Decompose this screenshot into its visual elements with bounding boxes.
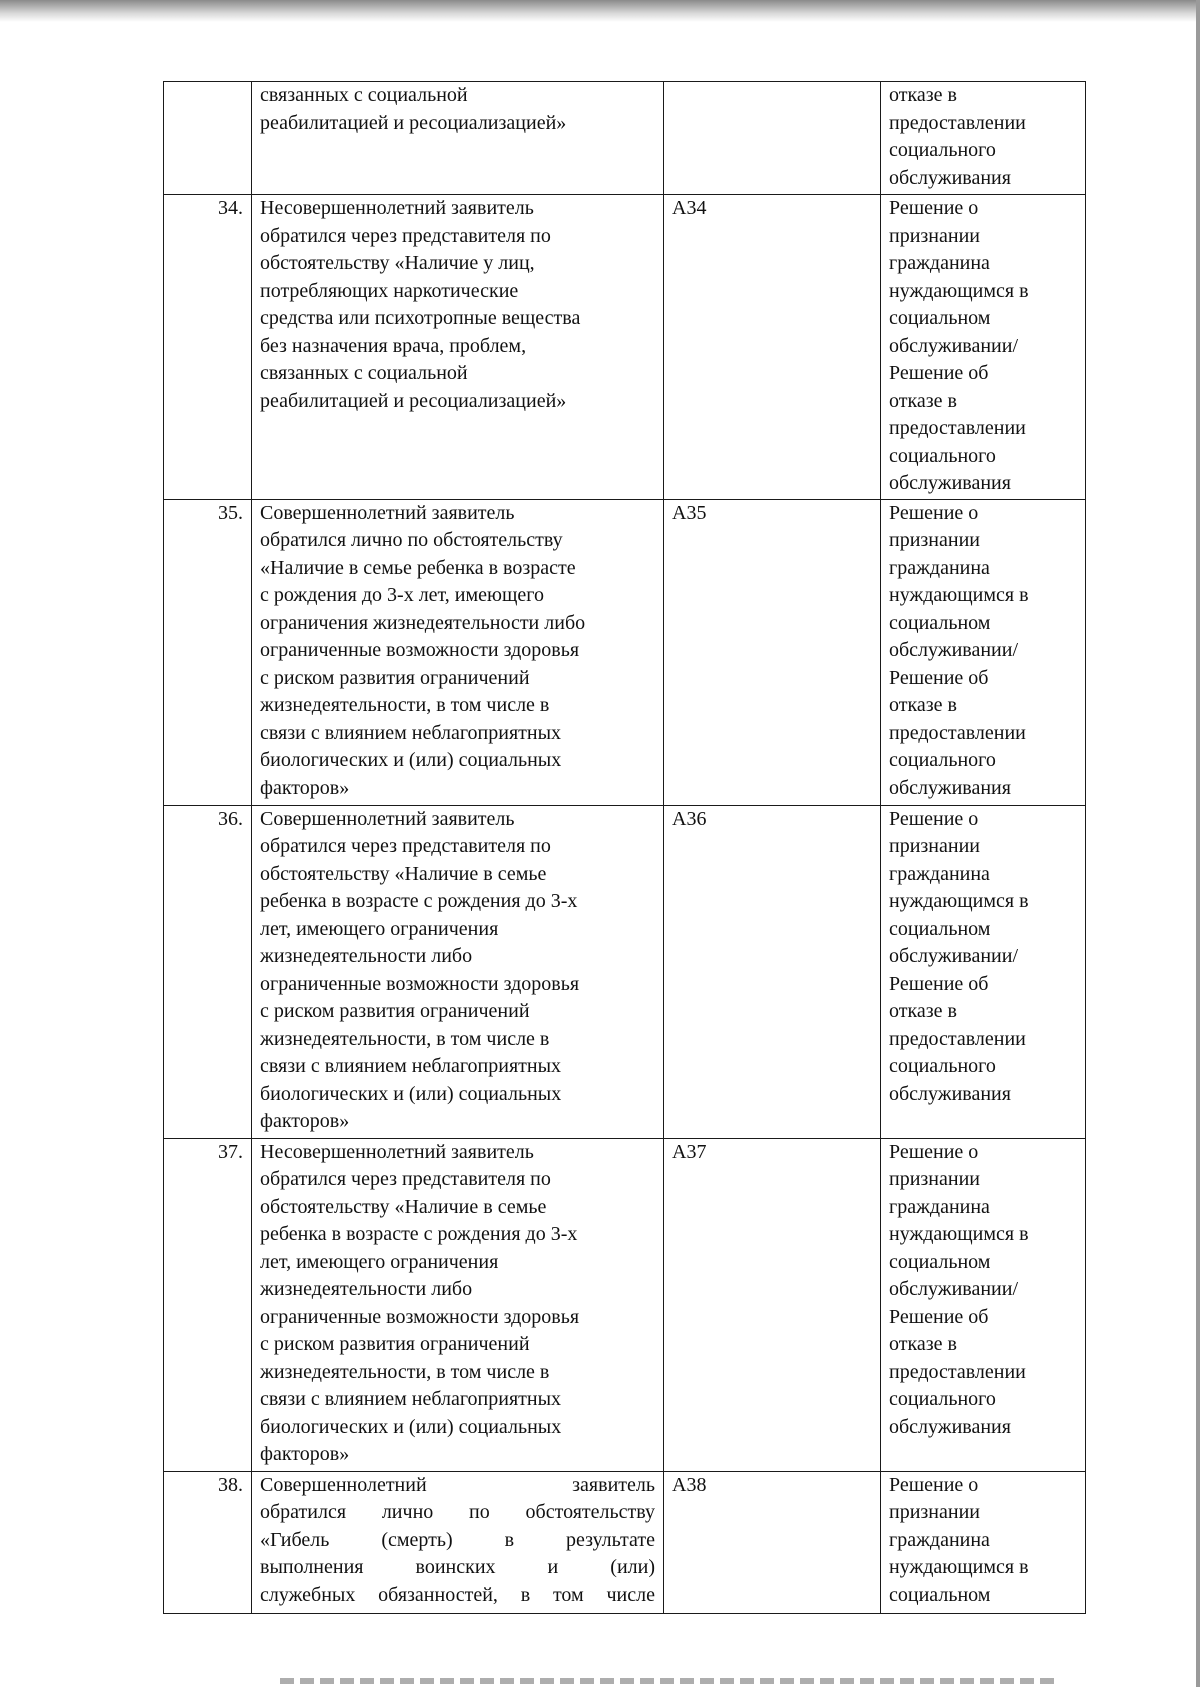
text-line: потребляющих наркотические bbox=[260, 279, 519, 302]
text-line: Решение о bbox=[889, 197, 979, 219]
text-line: ограниченные возможности здоровья bbox=[260, 1305, 580, 1328]
row-description bbox=[252, 499, 664, 805]
text-line: связи с влиянием неблагоприятных bbox=[260, 1055, 562, 1077]
text-line: нуждающимся в bbox=[889, 584, 1029, 606]
text-line: социальном bbox=[889, 1250, 991, 1273]
text-line: факторов» bbox=[260, 1443, 350, 1465]
text-line: предоставлении bbox=[889, 1360, 1026, 1383]
text-line: обстоятельству «Наличие у лиц, bbox=[260, 252, 535, 274]
row-number bbox=[164, 82, 252, 195]
text-line: гражданина bbox=[889, 862, 990, 885]
text-line: предоставлении bbox=[889, 111, 1026, 134]
row-code: А35 bbox=[664, 499, 881, 805]
row-result bbox=[881, 82, 1086, 195]
row-description bbox=[252, 805, 664, 1138]
text-line: нуждающимся в bbox=[889, 1223, 1029, 1245]
text-line: нуждающимся в bbox=[889, 890, 1029, 912]
text-line: ребенка в возрасте с рождения до 3-х bbox=[260, 890, 578, 912]
text-line: признании bbox=[889, 1501, 980, 1523]
table-row bbox=[164, 1138, 1086, 1471]
table-row bbox=[164, 499, 1086, 805]
text-line: обслуживания bbox=[889, 1082, 1011, 1105]
text-line: Решение о bbox=[889, 807, 979, 830]
text-line: нуждающимся в bbox=[889, 1556, 1029, 1578]
row-number: 35. bbox=[164, 499, 252, 805]
text-line: отказе в bbox=[889, 694, 957, 716]
text-line: отказе в bbox=[889, 1333, 957, 1355]
row-result bbox=[881, 1138, 1086, 1471]
text-line: гражданина bbox=[889, 1528, 990, 1551]
text-line: Решение об bbox=[889, 362, 989, 384]
row-code: А37 bbox=[664, 1138, 881, 1471]
text-line: связанных с социальной bbox=[260, 362, 468, 384]
text-line: обратился лично по обстоятельству bbox=[260, 1501, 655, 1523]
text-line: жизнедеятельности, в том числе в bbox=[260, 1360, 550, 1383]
text-line: жизнедеятельности либо bbox=[260, 1278, 473, 1300]
text-line: обстоятельству «Наличие в семье bbox=[260, 862, 547, 885]
text-line: предоставлении bbox=[889, 721, 1026, 744]
row-description bbox=[252, 1471, 664, 1613]
text-line: Совершеннолетний заявитель bbox=[260, 501, 515, 524]
text-line: социального bbox=[889, 139, 996, 161]
row-result bbox=[881, 195, 1086, 500]
text-line: отказе в bbox=[889, 84, 957, 106]
text-line: признании bbox=[889, 1168, 980, 1190]
text-line: Несовершеннолетний заявитель bbox=[260, 197, 534, 219]
text-line: Решение о bbox=[889, 501, 979, 524]
row-result bbox=[881, 1471, 1086, 1613]
text-line: отказе в bbox=[889, 389, 957, 412]
text-line: с риском развития ограничений bbox=[260, 666, 530, 689]
text-line: социальном bbox=[889, 1583, 991, 1606]
text-line: обслуживании/ bbox=[889, 639, 1019, 661]
table-row bbox=[164, 805, 1086, 1138]
text-line: социального bbox=[889, 444, 996, 467]
text-line: связанных с социальной bbox=[260, 84, 468, 106]
text-line: ограничения жизнедеятельности либо bbox=[260, 611, 586, 634]
text-line: социальном bbox=[889, 611, 991, 634]
row-code: А36 bbox=[664, 805, 881, 1138]
text-line: лет, имеющего ограничения bbox=[260, 917, 499, 940]
text-line: социального bbox=[889, 749, 996, 771]
text-line: признании bbox=[889, 835, 980, 857]
text-line: обратился лично по обстоятельству bbox=[260, 529, 563, 551]
text-line: жизнедеятельности либо bbox=[260, 945, 473, 967]
row-code: А34 bbox=[664, 195, 881, 500]
table-row bbox=[164, 1471, 1086, 1613]
text-line: биологических и (или) социальных bbox=[260, 749, 562, 771]
text-line: гражданина bbox=[889, 252, 990, 274]
table-row bbox=[164, 82, 1086, 195]
text-line: обратился через представителя по bbox=[260, 835, 551, 857]
text-line: социальном bbox=[889, 307, 991, 329]
row-result bbox=[881, 805, 1086, 1138]
text-line: «Гибель (смерть) в результате bbox=[260, 1528, 655, 1551]
text-line: Решение об bbox=[889, 1305, 989, 1328]
text-line: служебных обязанностей, в том числе bbox=[260, 1583, 655, 1606]
text-line: социального bbox=[889, 1388, 996, 1410]
text-line: «Наличие в семье ребенка в возрасте bbox=[260, 556, 576, 579]
text-line: с риском развития ограничений bbox=[260, 1000, 530, 1022]
row-number: 38. bbox=[164, 1471, 252, 1613]
text-line: обслуживании/ bbox=[889, 334, 1019, 357]
text-line: обслуживания bbox=[889, 776, 1011, 799]
text-line: гражданина bbox=[889, 1195, 990, 1218]
row-description bbox=[252, 82, 664, 195]
text-line: биологических и (или) социальных bbox=[260, 1415, 562, 1438]
row-number: 34. bbox=[164, 195, 252, 500]
row-description bbox=[252, 195, 664, 500]
text-line: реабилитацией и ресоциализацией» bbox=[260, 389, 567, 412]
text-line: социального bbox=[889, 1055, 996, 1077]
text-line: обслуживании/ bbox=[889, 1278, 1019, 1300]
row-number: 36. bbox=[164, 805, 252, 1138]
text-line: жизнедеятельности, в том числе в bbox=[260, 694, 550, 716]
text-line: жизнедеятельности, в том числе в bbox=[260, 1027, 550, 1050]
row-description bbox=[252, 1138, 664, 1471]
scan-right-edge bbox=[1196, 0, 1200, 1687]
text-line: выполнения воинских и (или) bbox=[260, 1556, 655, 1578]
text-line: Несовершеннолетний заявитель bbox=[260, 1140, 534, 1163]
text-line: нуждающимся в bbox=[889, 279, 1029, 302]
text-line: признании bbox=[889, 224, 980, 247]
row-code bbox=[664, 82, 881, 195]
text-line: ребенка в возрасте с рождения до 3-х bbox=[260, 1223, 578, 1245]
text-line: биологических и (или) социальных bbox=[260, 1082, 562, 1105]
text-line: лет, имеющего ограничения bbox=[260, 1250, 499, 1273]
text-line: обслуживания bbox=[889, 166, 1011, 189]
text-line: ограниченные возможности здоровья bbox=[260, 639, 580, 661]
text-line: связи с влиянием неблагоприятных bbox=[260, 721, 562, 744]
text-line: Решение о bbox=[889, 1140, 979, 1163]
text-line: Решение об bbox=[889, 972, 989, 995]
text-line: с риском развития ограничений bbox=[260, 1333, 530, 1355]
row-result bbox=[881, 499, 1086, 805]
text-line: факторов» bbox=[260, 776, 350, 799]
text-line: средства или психотропные вещества bbox=[260, 307, 581, 329]
text-line: обратился через представителя по bbox=[260, 224, 551, 247]
scan-bottom-artifact bbox=[280, 1678, 1060, 1684]
row-number: 37. bbox=[164, 1138, 252, 1471]
text-line: обслуживании/ bbox=[889, 945, 1019, 967]
text-line: связи с влиянием неблагоприятных bbox=[260, 1388, 562, 1410]
text-line: реабилитацией и ресоциализацией» bbox=[260, 111, 567, 134]
text-line: с рождения до 3-х лет, имеющего bbox=[260, 584, 544, 606]
text-line: факторов» bbox=[260, 1110, 350, 1132]
services-table bbox=[163, 81, 1086, 1614]
row-code: А38 bbox=[664, 1471, 881, 1613]
text-line: предоставлении bbox=[889, 417, 1026, 439]
text-line: Совершеннолетний заявитель bbox=[260, 807, 515, 830]
text-line: признании bbox=[889, 529, 980, 551]
text-line: Решение об bbox=[889, 666, 989, 689]
scan-top-edge bbox=[0, 0, 1200, 22]
text-line: обстоятельству «Наличие в семье bbox=[260, 1195, 547, 1218]
text-line: обслуживания bbox=[889, 1415, 1011, 1438]
text-line: Совершеннолетний заявитель bbox=[260, 1473, 655, 1496]
text-line: обратился через представителя по bbox=[260, 1168, 551, 1190]
text-line: обслуживания bbox=[889, 472, 1011, 494]
text-line: Решение о bbox=[889, 1473, 979, 1496]
text-line: ограниченные возможности здоровья bbox=[260, 972, 580, 995]
table-row bbox=[164, 195, 1086, 500]
text-line: гражданина bbox=[889, 556, 990, 579]
text-line: предоставлении bbox=[889, 1027, 1026, 1050]
text-line: социальном bbox=[889, 917, 991, 940]
text-line: отказе в bbox=[889, 1000, 957, 1022]
text-line: без назначения врача, проблем, bbox=[260, 334, 527, 357]
